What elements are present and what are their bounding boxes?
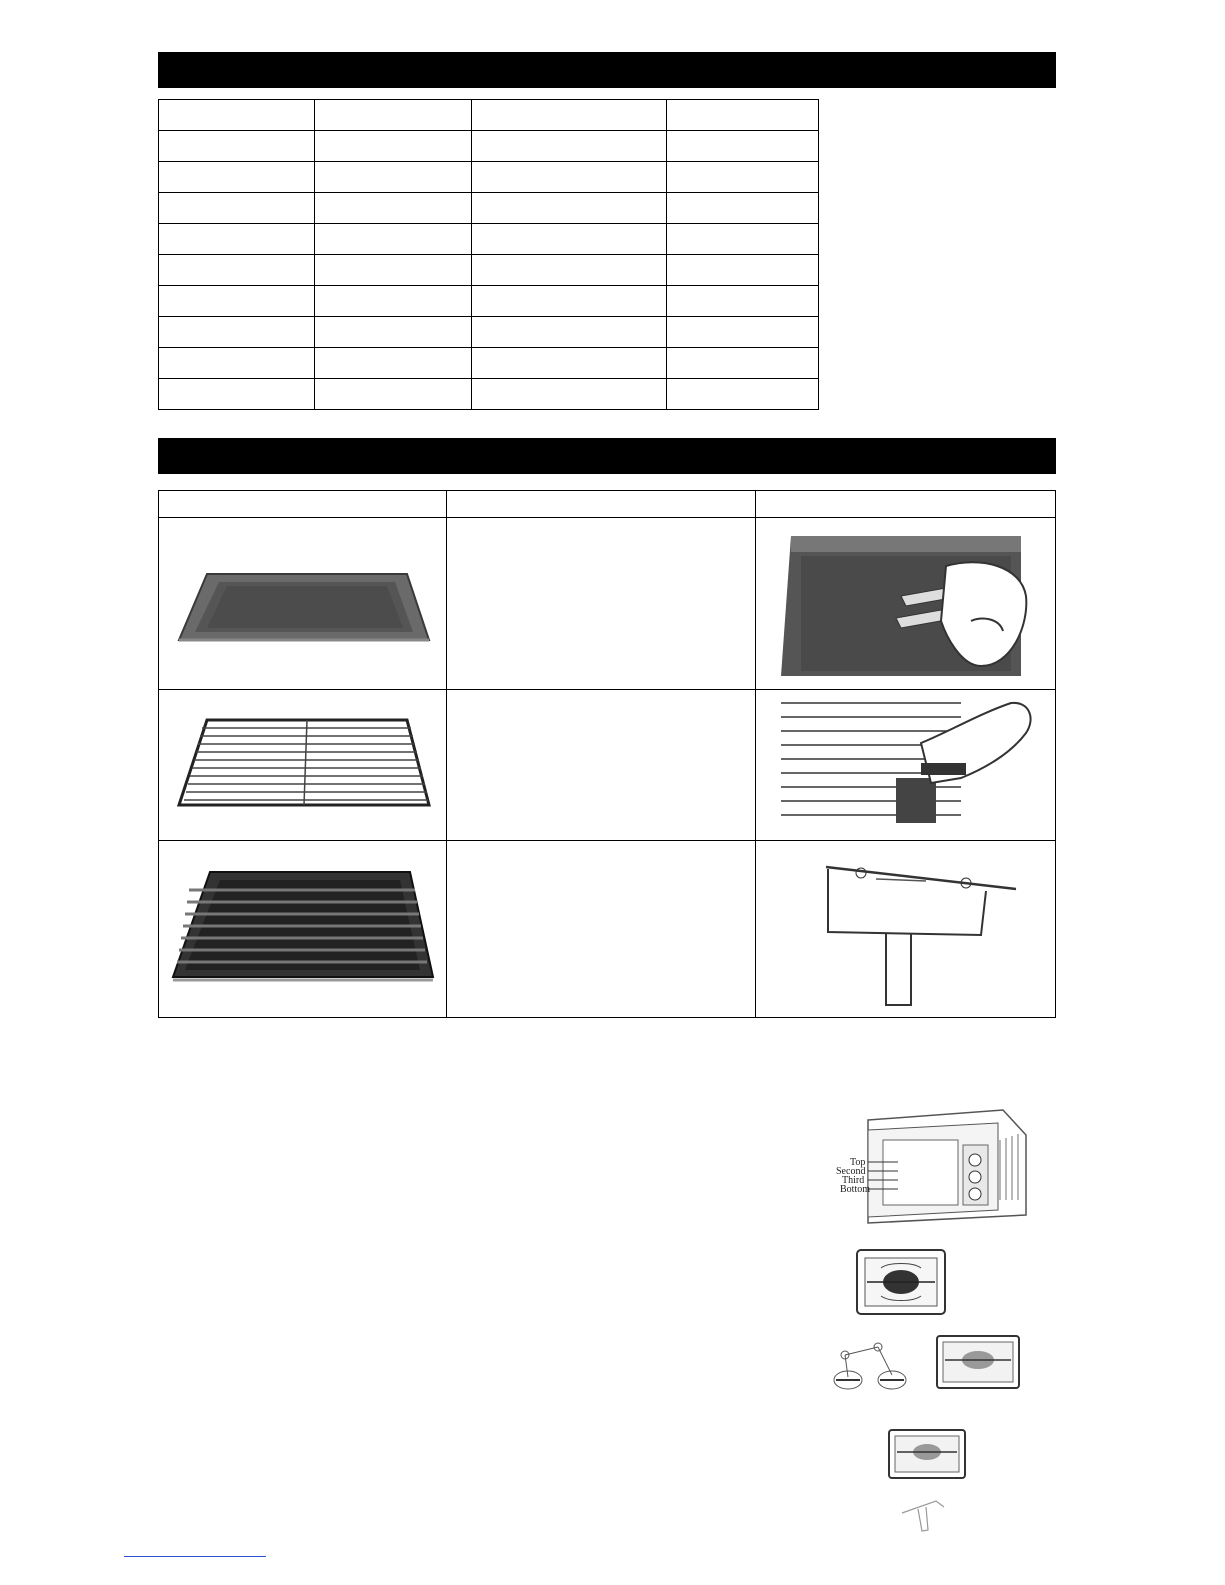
table-cell bbox=[667, 193, 819, 224]
table-cell bbox=[315, 193, 472, 224]
table-cell bbox=[159, 193, 315, 224]
table-row bbox=[159, 841, 1056, 1018]
removal-handle-small-diagram bbox=[898, 1495, 948, 1540]
table-cell bbox=[159, 131, 315, 162]
table-cell bbox=[667, 348, 819, 379]
table-cell bbox=[315, 255, 472, 286]
wire-rack-illustration bbox=[159, 710, 446, 820]
table-cell bbox=[315, 317, 472, 348]
section-header-bar-1 bbox=[158, 52, 1056, 88]
rack-label-bottom: Bottom bbox=[840, 1184, 871, 1195]
table-cell bbox=[472, 286, 667, 317]
table-cell bbox=[667, 286, 819, 317]
rack-label-second: Second bbox=[836, 1166, 866, 1177]
table-cell bbox=[667, 162, 819, 193]
table-row bbox=[159, 255, 819, 286]
table-row bbox=[159, 286, 819, 317]
table-cell bbox=[667, 317, 819, 348]
removal-handle-illustration bbox=[756, 847, 1055, 1012]
table-cell bbox=[315, 162, 472, 193]
table-row bbox=[159, 193, 819, 224]
footer-link-underline[interactable] bbox=[124, 1556, 266, 1557]
grill-pan-illustration bbox=[159, 862, 446, 997]
table-row bbox=[159, 162, 819, 193]
table-cell bbox=[315, 286, 472, 317]
table-cell bbox=[472, 255, 667, 286]
table-cell bbox=[159, 162, 315, 193]
table-cell bbox=[472, 317, 667, 348]
table-cell bbox=[315, 348, 472, 379]
rotisserie-oven-diagram bbox=[855, 1248, 947, 1321]
baking-tray-illustration bbox=[159, 544, 446, 664]
table-row bbox=[159, 348, 819, 379]
table-row bbox=[159, 518, 1056, 690]
accessories-table bbox=[158, 490, 1056, 1018]
table-cell bbox=[159, 100, 315, 131]
table-row bbox=[159, 379, 819, 410]
table-cell bbox=[159, 286, 315, 317]
header-cell bbox=[159, 491, 447, 518]
table-row bbox=[159, 100, 819, 131]
table-cell bbox=[667, 100, 819, 131]
accessory-description bbox=[446, 518, 755, 690]
table-row bbox=[159, 690, 1056, 841]
table-cell bbox=[472, 224, 667, 255]
table-header-row bbox=[159, 491, 1056, 518]
header-cell bbox=[756, 491, 1056, 518]
table-cell bbox=[159, 317, 315, 348]
table-cell bbox=[315, 379, 472, 410]
table-row bbox=[159, 317, 819, 348]
table-cell bbox=[159, 224, 315, 255]
table-row bbox=[159, 131, 819, 162]
table-cell bbox=[159, 379, 315, 410]
rack-label-third: Third bbox=[842, 1175, 865, 1186]
rotisserie-removal-diagram bbox=[887, 1428, 967, 1485]
table-cell bbox=[667, 379, 819, 410]
section-header-bar-2 bbox=[158, 438, 1056, 474]
table-cell bbox=[315, 224, 472, 255]
table-cell bbox=[472, 100, 667, 131]
table-cell bbox=[315, 100, 472, 131]
header-cell bbox=[446, 491, 755, 518]
oven-rack-positions-diagram bbox=[828, 1105, 1033, 1245]
table-row bbox=[159, 224, 819, 255]
table-cell bbox=[472, 193, 667, 224]
rack-label-top: Top bbox=[850, 1157, 866, 1168]
table-cell bbox=[315, 131, 472, 162]
table-cell bbox=[667, 224, 819, 255]
table-cell bbox=[159, 348, 315, 379]
rack-handle-illustration bbox=[756, 693, 1055, 838]
table-cell bbox=[667, 131, 819, 162]
table-cell bbox=[667, 255, 819, 286]
accessory-description bbox=[446, 841, 755, 1018]
table-cell bbox=[472, 131, 667, 162]
accessory-description bbox=[446, 690, 755, 841]
rotisserie-in-oven-diagram bbox=[935, 1334, 1021, 1395]
specification-table bbox=[158, 99, 819, 410]
tray-handle-illustration bbox=[756, 526, 1055, 681]
table-cell bbox=[472, 348, 667, 379]
table-cell bbox=[159, 255, 315, 286]
table-cell bbox=[472, 379, 667, 410]
rotisserie-forks-diagram bbox=[830, 1335, 910, 1398]
table-cell bbox=[472, 162, 667, 193]
